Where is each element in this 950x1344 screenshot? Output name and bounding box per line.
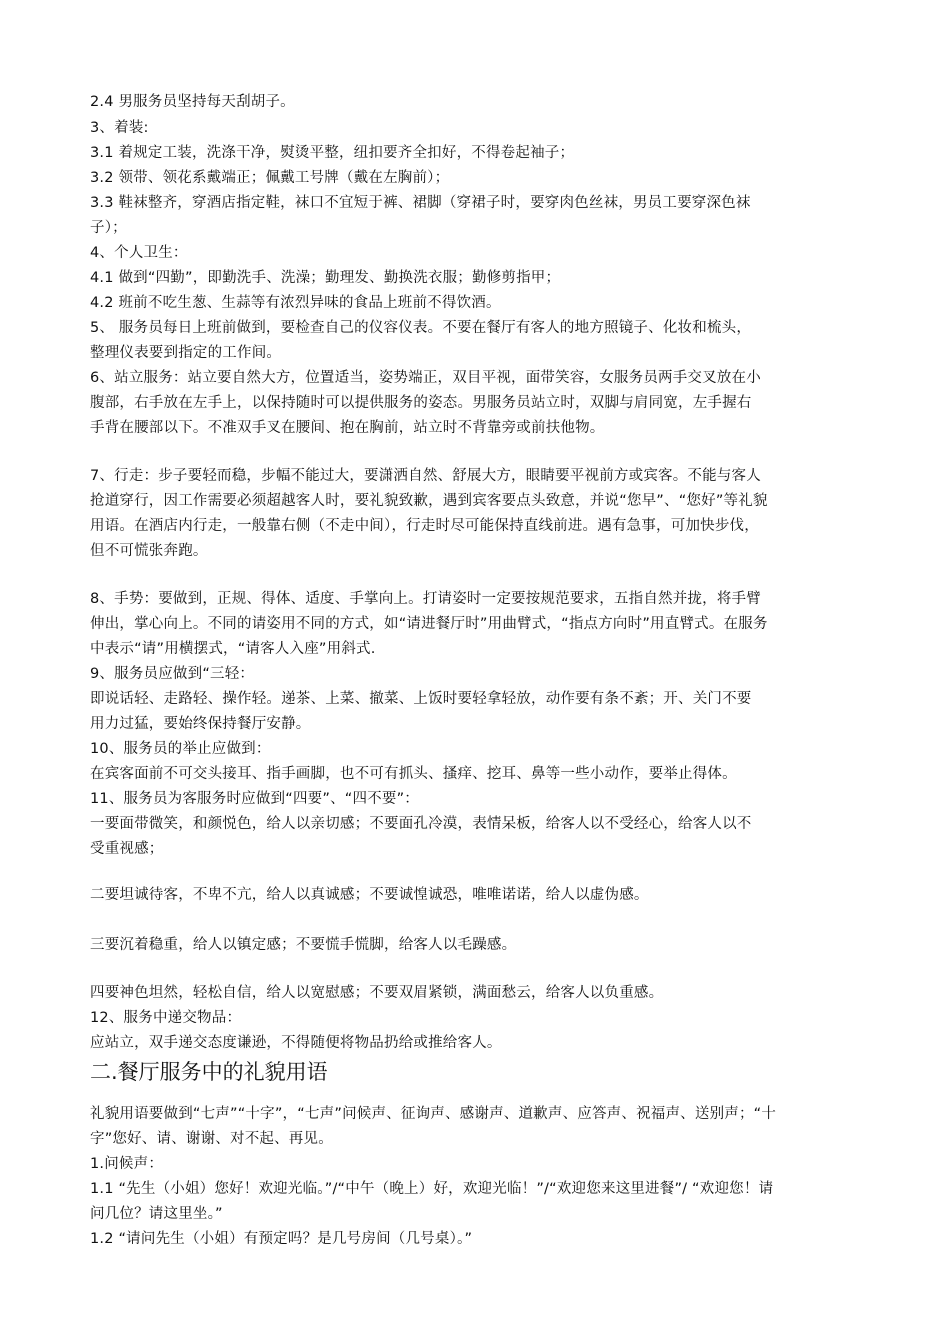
text-line: 5、 服务员每日上班前做到，要检查自己的仪容仪表。不要在餐厅有客人的地方照镜子、化妆和梳头，	[90, 320, 752, 336]
text-line: 3.1 着规定工装，洗涤干净，熨烫平整，纽扣要齐全扣好，不得卷起袖子；	[90, 145, 575, 161]
text-line: 一要面带微笑，和颜悦色，给人以亲切感；不要面孔冷漠，表情呆板，给客人以不受经心，给客人以不	[90, 816, 752, 832]
text-line: 子）；	[90, 220, 127, 236]
text-line: 整理仪表要到指定的工作间。	[90, 345, 282, 361]
text-line: 2.4 男服务员坚持每天刮胡子。	[90, 94, 295, 110]
text-line: 7、行走：步子要轻而稳，步幅不能过大，要潇洒自然、舒展大方，眼睛要平视前方或宾客。不能与客人	[90, 468, 761, 484]
text-line: 用语。在酒店内行走，一般靠右侧（不走中间），行走时尽可能保持直线前进。遇有急事，可加快步伐，	[90, 518, 759, 534]
text-line: 8、手势：要做到，正规、得体、适度、手掌向上。打请姿时一定要按规范要求，五指自然并拢，将手臂	[90, 591, 761, 607]
text-line: 3、着装:	[90, 120, 149, 136]
text-line: 1.1 “先生（小姐）您好！欢迎光临。”/“中午（晚上）好，欢迎光临！”/“欢迎您来这里进餐”/ “欢迎您！请	[90, 1181, 774, 1197]
text-line: 但不可慌张奔跑。	[90, 543, 208, 559]
text-line: 9、服务员应做到“三轻：	[90, 666, 255, 682]
text-line: 6、站立服务：站立要自然大方，位置适当，姿势端正，双目平视，面带笑容，女服务员两手交叉放在小	[90, 370, 761, 386]
text-line: 1.问候声：	[90, 1156, 164, 1172]
text-line: 二要坦诚待客，不卑不亢，给人以真诚感；不要诚惶诚恐，唯唯诺诺，给人以虚伪感。	[90, 887, 649, 903]
text-line: 问几位？请这里坐。”	[90, 1206, 223, 1222]
section-heading: 二.餐厅服务中的礼貌用语	[90, 1060, 328, 1084]
text-line: 三要沉着稳重，给人以镇定感；不要慌手慌脚，给客人以毛躁感。	[90, 937, 517, 953]
text-line: 中表示“请”用横摆式，“请客人入座”用斜式.	[90, 641, 376, 657]
text-line: 用力过猛，要始终保持餐厅安静。	[90, 716, 311, 732]
text-line: 在宾客面前不可交头接耳、指手画脚，也不可有抓头、搔痒、挖耳、鼻等一些小动作，要举止得体。	[90, 766, 737, 782]
text-line: 11、服务员为客服务时应做到“四要”、“四不要”：	[90, 791, 419, 807]
text-line: 10、服务员的举止应做到：	[90, 741, 271, 757]
text-line: 3.2 领带、领花系戴端正；佩戴工号牌（戴在左胸前）；	[90, 170, 450, 186]
text-line: 手背在腰部以下。不准双手叉在腰间、抱在胸前，站立时不背靠旁或前扶他物。	[90, 420, 605, 436]
text-line: 1.2 “请问先生（小姐）有预定吗？是几号房间（几号桌）。”	[90, 1231, 473, 1247]
text-line: 礼貌用语要做到“七声”“十字”，“七声”问候声、征询声、感谢声、道歉声、应答声、祝福声、送别声；“十	[90, 1106, 777, 1122]
text-line: 四要神色坦然，轻松自信，给人以宽慰感；不要双眉紧锁，满面愁云，给客人以负重感。	[90, 985, 664, 1001]
text-line: 即说话轻、走路轻、操作轻。递茶、上菜、撤菜、上饭时要轻拿轻放，动作要有条不紊；开、关门不要	[90, 691, 752, 707]
text-line: 字”您好、请、谢谢、对不起、再见。	[90, 1131, 333, 1147]
text-line: 4、个人卫生：	[90, 245, 188, 261]
text-line: 受重视感；	[90, 841, 164, 857]
text-line: 12、服务中递交物品：	[90, 1010, 242, 1026]
text-line: 4.1 做到“四勤”，即勤洗手、洗澡；勤理发、勤换洗衣服；勤修剪指甲；	[90, 270, 561, 286]
text-line: 3.3 鞋袜整齐，穿酒店指定鞋，袜口不宜短于裤、裙脚（穿裙子时，要穿肉色丝袜，男员工要穿深色袜	[90, 195, 751, 211]
text-line: 抢道穿行，因工作需要必须超越客人时，要礼貌致歉，遇到宾客要点头致意，并说“您早”、“您好”等礼貌	[90, 493, 768, 509]
text-line: 应站立，双手递交态度谦逊，不得随便将物品扔给或推给客人。	[90, 1035, 502, 1051]
text-line: 伸出，掌心向上。不同的请姿用不同的方式，如“请进餐厅时”用曲臂式，“指点方向时”用直臂式。在服务	[90, 616, 768, 632]
text-line: 4.2 班前不吃生葱、生蒜等有浓烈异味的食品上班前不得饮酒。	[90, 295, 501, 311]
text-line: 腹部，右手放在左手上，以保持随时可以提供服务的姿态。男服务员站立时，双脚与肩同宽，左手握右	[90, 395, 752, 411]
